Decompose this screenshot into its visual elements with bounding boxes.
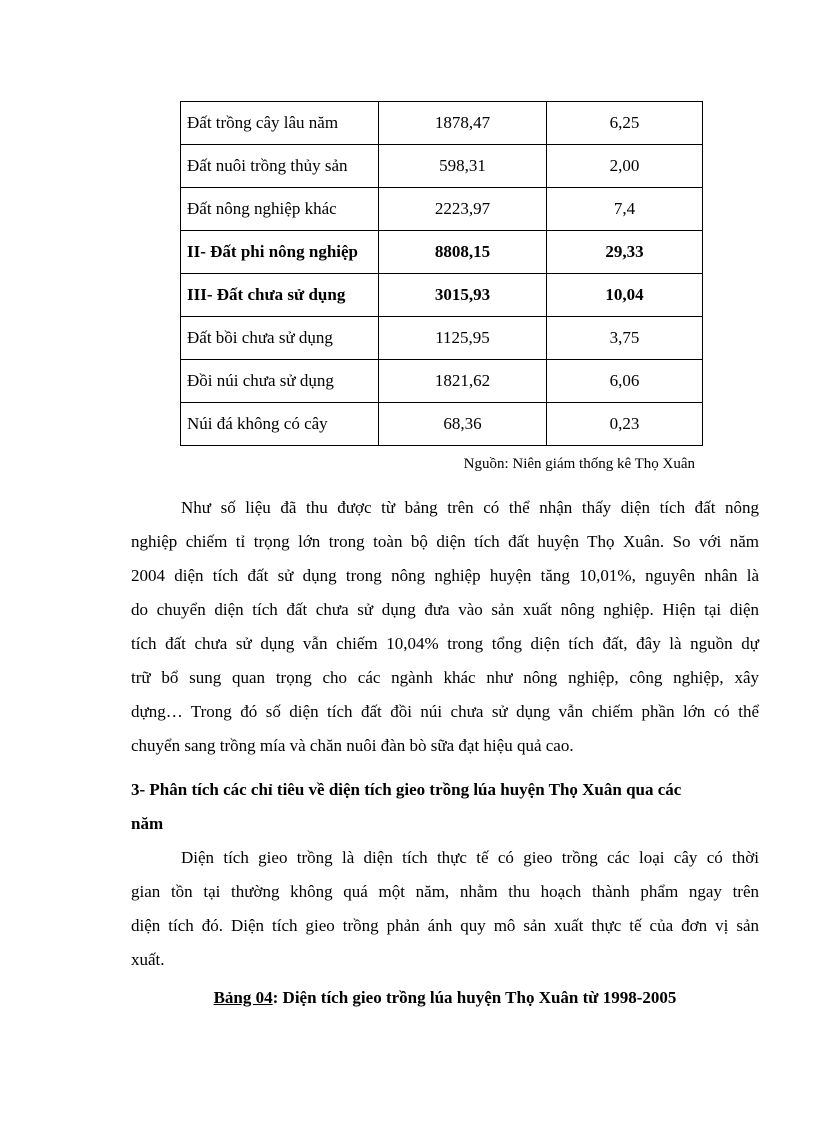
table-row-bold	[181, 231, 703, 274]
row-area: 3015,93	[379, 274, 547, 317]
row-percent: 6,06	[547, 360, 703, 403]
row-percent: 0,23	[547, 403, 703, 446]
row-area: 1125,95	[379, 317, 547, 360]
row-label: Đồi núi chưa sử dụng	[181, 360, 379, 403]
table-row	[181, 102, 703, 145]
paragraph-definition	[131, 841, 759, 977]
row-percent: 29,33	[547, 231, 703, 274]
row-area: 2223,97	[379, 188, 547, 231]
row-label: Núi đá không có cây	[181, 403, 379, 446]
land-use-table	[180, 101, 703, 446]
paragraph-line: diện tích đó. Diện tích gieo trồng phản ánh quy mô sản xuất thực tế của đơn vị sản	[131, 916, 759, 935]
table-row-bold	[181, 274, 703, 317]
paragraph-line: gian tồn tại thường không quá một năm, nhằm thu hoạch thành phẩm ngay trên	[131, 882, 759, 901]
paragraph-line: Như số liệu đã thu được từ bảng trên có thể nhận thấy diện tích đất nông	[181, 498, 759, 517]
paragraph-line: dựng… Trong đó số diện tích đất đồi núi chưa sử dụng vẫn chiếm phần lớn có thể	[131, 702, 759, 721]
caption-label: Bảng 04	[213, 988, 273, 1007]
row-area: 1821,62	[379, 360, 547, 403]
row-area: 68,36	[379, 403, 547, 446]
row-label: Đất trồng cây lâu năm	[181, 102, 379, 145]
paragraph-line: nghiệp chiếm tỉ trọng lớn trong toàn bộ diện tích đất huyện Thọ Xuân. So với năm	[131, 532, 759, 551]
table-row	[181, 403, 703, 446]
heading-line: năm	[131, 814, 164, 833]
row-percent: 3,75	[547, 317, 703, 360]
paragraph-line: xuất.	[131, 950, 165, 969]
row-percent: 7,4	[547, 188, 703, 231]
table-row	[181, 317, 703, 360]
section-heading	[131, 773, 759, 841]
row-label: Đất nuôi trồng thủy sản	[181, 145, 379, 188]
table-source-note: Nguồn: Niên giám thống kê Thọ Xuân	[463, 456, 695, 472]
row-percent: 6,25	[547, 102, 703, 145]
table-row	[181, 188, 703, 231]
paragraph-line: chuyển sang trồng mía và chăn nuôi đàn bò sữa đạt hiệu quả cao.	[131, 736, 574, 755]
table-row	[181, 360, 703, 403]
paragraph-analysis	[131, 491, 759, 763]
table-row	[181, 145, 703, 188]
paragraph-line: 2004 diện tích đất sử dụng trong nông nghiệp huyện tăng 10,01%, nguyên nhân là	[131, 566, 759, 585]
paragraph-line: trữ bổ sung quan trọng cho các ngành khác như nông nghiệp, công nghiệp, xây	[131, 668, 759, 687]
table-caption	[131, 988, 759, 1008]
paragraph-line: do chuyển diện tích đất chưa sử dụng đưa vào sản xuất nông nghiệp. Hiện tại diện	[131, 600, 759, 619]
row-area: 8808,15	[379, 231, 547, 274]
row-label: III- Đất chưa sử dụng	[181, 274, 379, 317]
row-percent: 2,00	[547, 145, 703, 188]
caption-text: : Diện tích gieo trồng lúa huyện Thọ Xuân từ 1998-2005	[272, 988, 677, 1007]
heading-line: 3- Phân tích các chỉ tiêu về diện tích gieo trồng lúa huyện Thọ Xuân qua các	[131, 780, 682, 799]
paragraph-line: Diện tích gieo trồng là diện tích thực tế có gieo trồng các loại cây có thời	[181, 848, 759, 867]
row-percent: 10,04	[547, 274, 703, 317]
row-area: 1878,47	[379, 102, 547, 145]
paragraph-line: tích đất chưa sử dụng vẫn chiếm 10,04% trong tổng diện tích đất, đây là nguồn dự	[131, 634, 759, 653]
row-label: Đất bồi chưa sử dụng	[181, 317, 379, 360]
row-label: Đất nông nghiệp khác	[181, 188, 379, 231]
row-label: II- Đất phi nông nghiệp	[181, 231, 379, 274]
row-area: 598,31	[379, 145, 547, 188]
